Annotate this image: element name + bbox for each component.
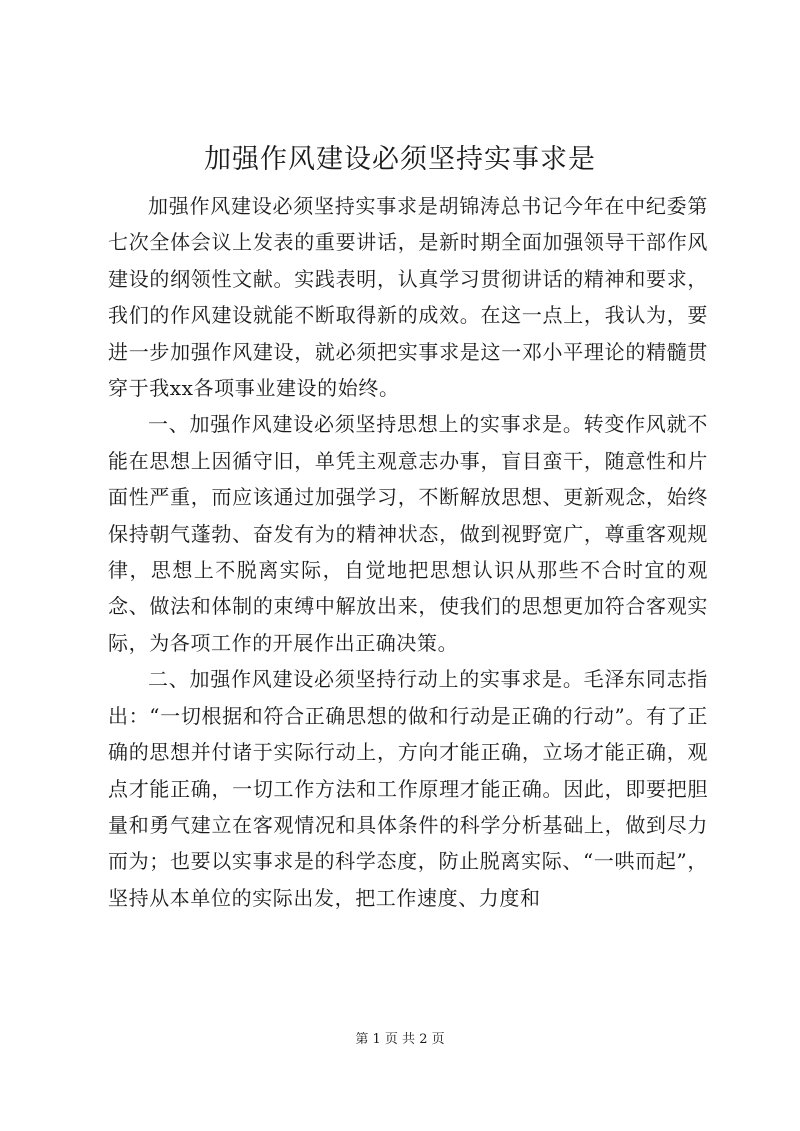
page-number-label: 第 1 页 共 2 页 bbox=[355, 1032, 445, 1047]
document-title: 加强作风建设必须坚持实事求是 bbox=[204, 144, 596, 175]
paragraph-section-2: 二、加强作风建设必须坚持行动上的实事求是。毛泽东同志指出：“一切根据和符合正确思想的做和行动是正确的行动”。有了正确的思想并付诸于实际行动上，方向才能正确，立场才能正确，观点才能正确，一切工作方法和工作原理才能正确。因此，即要把胆量和勇气建立在客观情况和具体条件的科学分析基础上，做到尽力而为；也要以实事求是的科学态度，防止脱离实际、“一哄而起”，坚持从本单位的实际出发，把工作速度、力度和 bbox=[108, 667, 708, 910]
page-footer bbox=[0, 1031, 800, 1049]
paragraph-intro: 加强作风建设必须坚持实事求是胡锦涛总书记今年在中纪委第七次全体会议上发表的重要讲话，是新时期全面加强领导干部作风建设的纲领性文献。实践表明，认真学习贯彻讲话的精神和要求，我们的作风建设就能不断取得新的成效。在这一点上，我认为，要进一步加强作风建设，就必须把实事求是这一邓小平理论的精髓贯穿于我xx各项事业建设的始终。 bbox=[108, 194, 708, 401]
paragraph-section-1: 一、加强作风建设必须坚持思想上的实事求是。转变作风就不能在思想上因循守旧，单凭主观意志办事，盲目蛮干，随意性和片面性严重，而应该通过加强学习，不断解放思想、更新观念，始终保持朝气蓬勃、奋发有为的精神状态，做到视野宽广，尊重客观规律，思想上不脱离实际，自觉地把思想认识从那些不合时宜的观念、做法和体制的束缚中解放出来，使我们的思想更加符合客观实际，为各项工作的开展作出正确决策。 bbox=[108, 412, 708, 655]
document-body bbox=[108, 188, 708, 916]
